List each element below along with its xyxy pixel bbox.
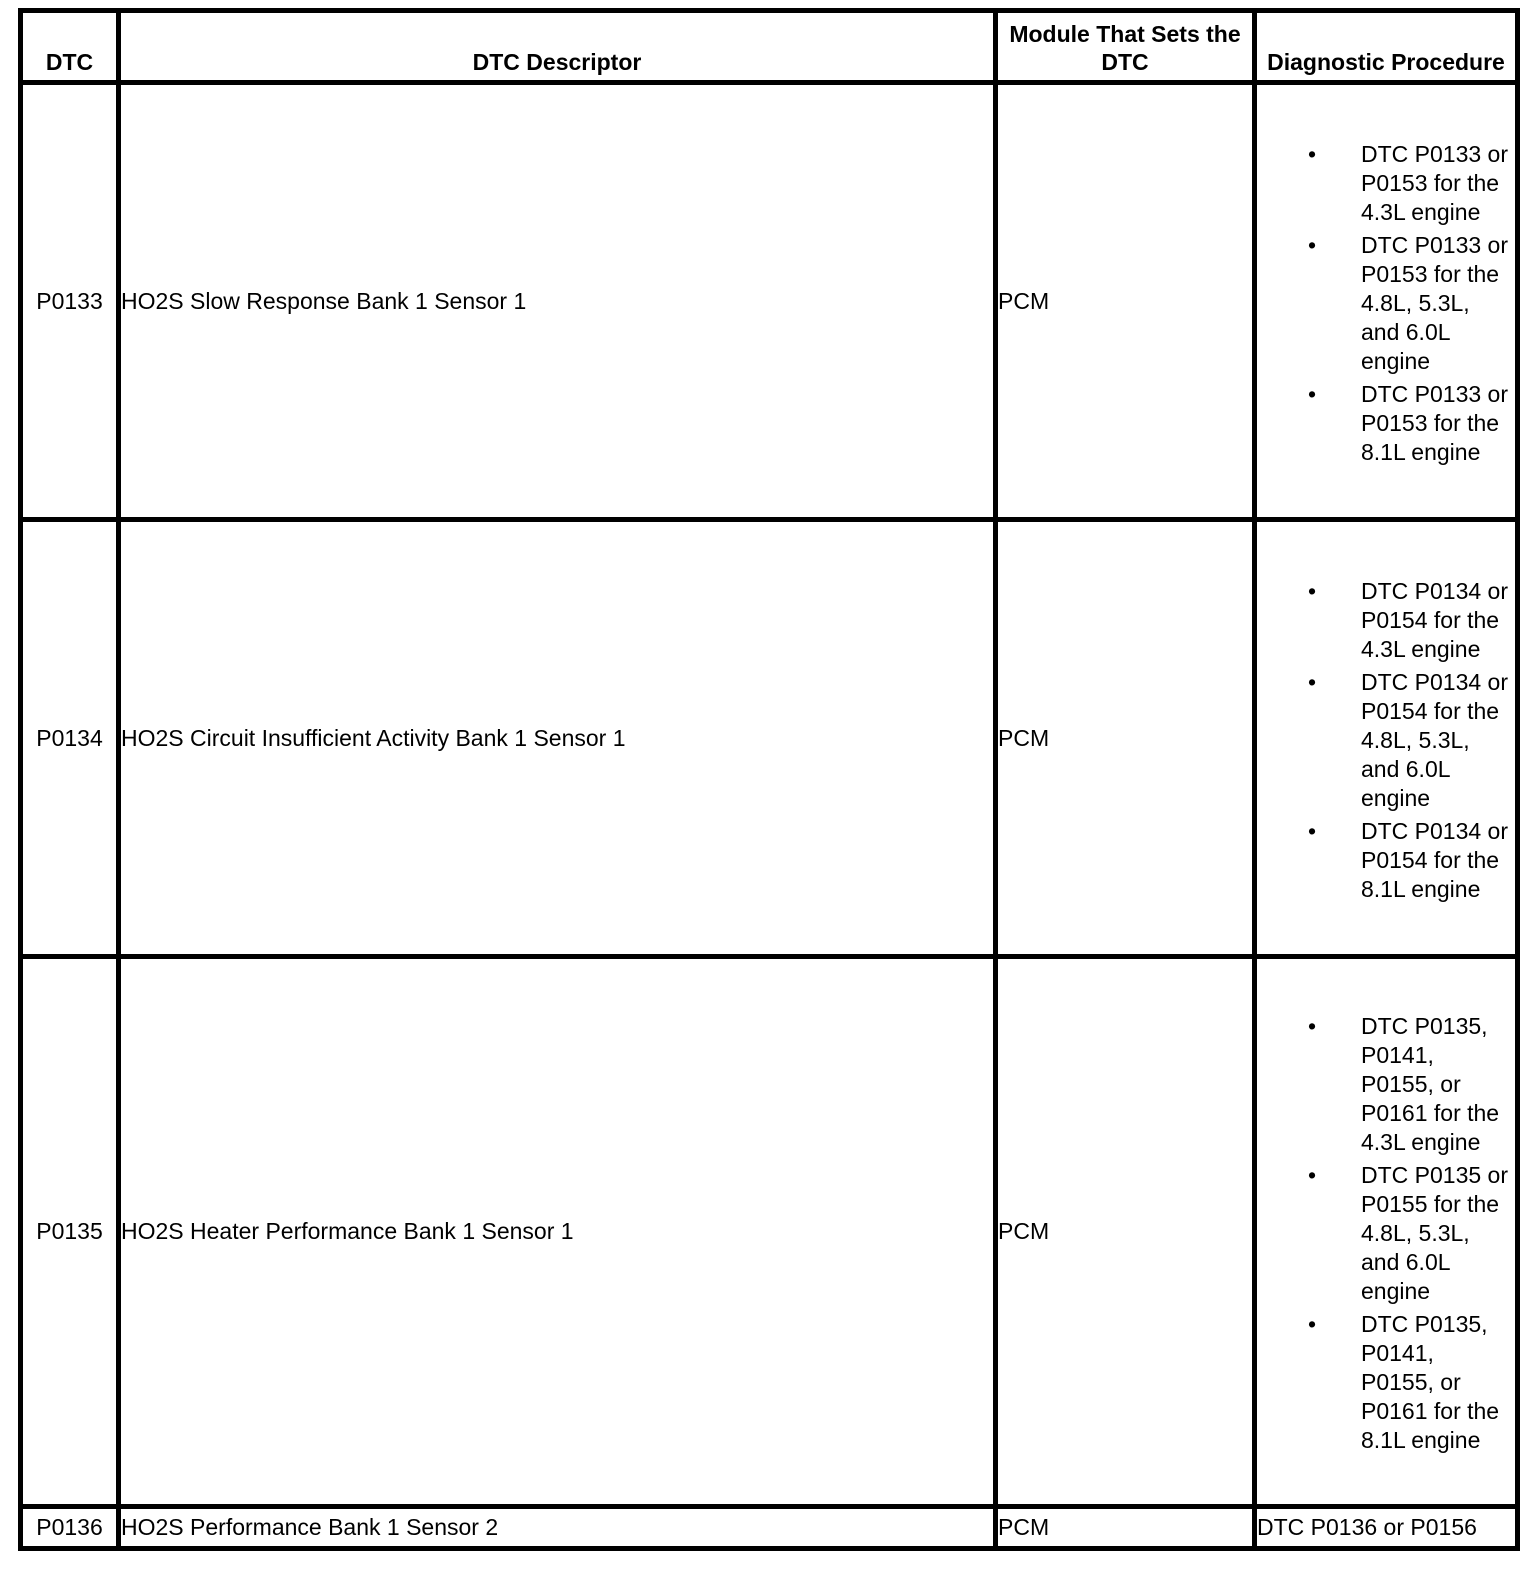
- procedure-link[interactable]: DTC P0134 or P0154 for the 8.1L engine: [1361, 817, 1509, 902]
- dtc-module: PCM: [996, 83, 1255, 520]
- bullet-icon: •: [1308, 577, 1317, 604]
- procedure-link[interactable]: DTC P0135, P0141, P0155, or P0161 for the 4.3L engine: [1361, 1013, 1500, 1155]
- dtc-descriptor: HO2S Heater Performance Bank 1 Sensor 1: [119, 957, 996, 1507]
- bullet-icon: •: [1308, 668, 1317, 695]
- dtc-code: P0136: [21, 1507, 119, 1549]
- procedure-link[interactable]: DTC P0135, P0141, P0155, or P0161 for the 8.1L engine: [1361, 1311, 1500, 1453]
- procedure-link[interactable]: DTC P0133 or P0153 for the 8.1L engine: [1361, 380, 1509, 465]
- bullet-icon: •: [1308, 1311, 1317, 1337]
- bullet-icon: •: [1308, 1013, 1317, 1039]
- dtc-code: P0133: [21, 83, 119, 520]
- procedure-link[interactable]: DTC P0134 or P0154 for the 4.8L, 5.3L, and 6.0L engine: [1361, 668, 1509, 811]
- procedure-item[interactable]: [1257, 380, 1511, 467]
- procedure-item[interactable]: [1257, 1161, 1511, 1306]
- dtc-descriptor: HO2S Circuit Insufficient Activity Bank 1 Sensor 1: [119, 520, 996, 957]
- procedure-item[interactable]: [1257, 668, 1511, 813]
- procedure-item[interactable]: [1257, 231, 1511, 376]
- procedure-link[interactable]: DTC P0133 or P0153 for the 4.8L, 5.3L, and 6.0L engine: [1361, 231, 1509, 374]
- procedure-link[interactable]: DTC P0135 or P0155 for the 4.8L, 5.3L, and 6.0L engine: [1361, 1162, 1509, 1304]
- dtc-code: P0135: [21, 957, 119, 1507]
- table-row: [21, 520, 1518, 957]
- table-row: [21, 1507, 1518, 1549]
- bullet-icon: •: [1308, 1162, 1317, 1188]
- dtc-descriptor: HO2S Slow Response Bank 1 Sensor 1: [119, 83, 996, 520]
- procedure-list: [1257, 1004, 1515, 1455]
- dtc-module: PCM: [996, 520, 1255, 957]
- dtc-module: PCM: [996, 957, 1255, 1507]
- procedure-link[interactable]: DTC P0133 or P0153 for the 4.3L engine: [1361, 140, 1509, 225]
- header-dtc: DTC: [21, 11, 119, 83]
- procedure-item[interactable]: [1257, 577, 1511, 664]
- header-row: [21, 11, 1518, 83]
- table-row: [21, 957, 1518, 1507]
- header-module: Module That Sets the DTC: [996, 11, 1255, 83]
- diagnostic-procedure: [1255, 83, 1518, 520]
- procedure-list: [1257, 569, 1515, 904]
- diagnostic-procedure: [1255, 957, 1518, 1507]
- table-row: [21, 83, 1518, 520]
- diagnostic-procedure: [1255, 520, 1518, 957]
- procedure-item[interactable]: [1257, 140, 1511, 227]
- dtc-module: PCM: [996, 1507, 1255, 1549]
- procedure-item[interactable]: [1257, 817, 1511, 904]
- procedure-item[interactable]: [1257, 1310, 1511, 1455]
- dtc-code: P0134: [21, 520, 119, 957]
- bullet-icon: •: [1308, 380, 1317, 407]
- dtc-table: [18, 8, 1520, 1551]
- header-procedure: Diagnostic Procedure: [1255, 11, 1518, 83]
- procedure-link[interactable]: DTC P0136 or P0156: [1255, 1507, 1518, 1549]
- procedure-item[interactable]: [1257, 1012, 1511, 1157]
- dtc-descriptor: HO2S Performance Bank 1 Sensor 2: [119, 1507, 996, 1549]
- header-descriptor: DTC Descriptor: [119, 11, 996, 83]
- bullet-icon: •: [1308, 140, 1317, 167]
- procedure-list: [1257, 132, 1515, 467]
- procedure-link[interactable]: DTC P0134 or P0154 for the 4.3L engine: [1361, 577, 1509, 662]
- bullet-icon: •: [1308, 231, 1317, 258]
- bullet-icon: •: [1308, 817, 1317, 844]
